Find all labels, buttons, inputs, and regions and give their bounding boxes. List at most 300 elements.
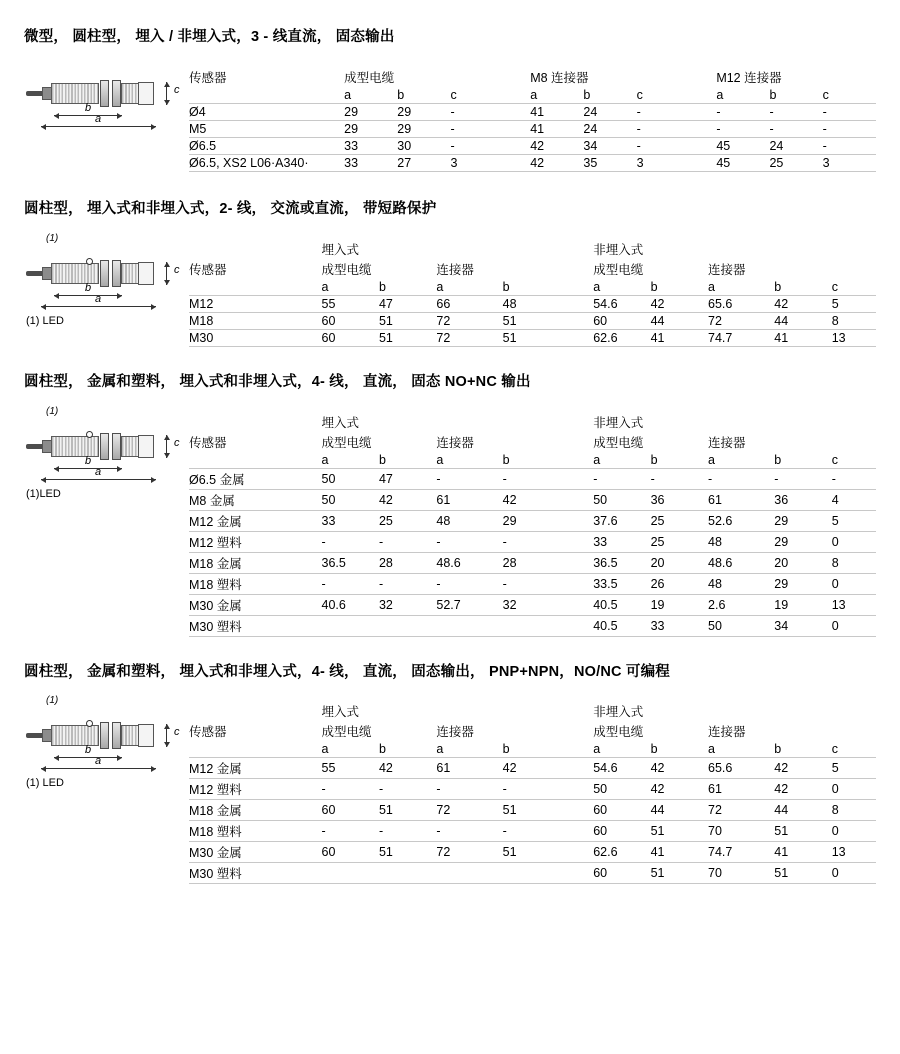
col-header-connector: 连接器 bbox=[708, 262, 746, 277]
col-header-connector: 连接器 bbox=[708, 435, 746, 450]
cell-value: 29 bbox=[344, 103, 397, 120]
cell-value bbox=[379, 863, 436, 884]
cell-value: 36.5 bbox=[322, 552, 379, 573]
cell-value: 52.6 bbox=[708, 510, 774, 531]
col-header-connector: 连接器 bbox=[436, 435, 474, 450]
cell-value: 51 bbox=[379, 842, 436, 863]
cell-value: 8 bbox=[832, 312, 876, 329]
cell-value: 60 bbox=[322, 800, 379, 821]
table-row bbox=[189, 779, 876, 800]
dimension-label-a: a bbox=[95, 292, 102, 305]
dimension-line-a bbox=[41, 126, 156, 127]
sub-header-a: a bbox=[708, 279, 715, 294]
cell-sensor: M18 塑料 bbox=[189, 573, 322, 594]
cell-value: 42 bbox=[651, 295, 708, 312]
dimension-line-c bbox=[166, 82, 167, 105]
cell-value bbox=[503, 863, 560, 884]
nut-icon bbox=[100, 80, 109, 107]
table-row bbox=[189, 594, 876, 615]
cell-value: - bbox=[379, 531, 436, 552]
cell-value: 3 bbox=[450, 154, 503, 171]
sub-header-c: c bbox=[822, 87, 829, 102]
table-row bbox=[189, 468, 876, 489]
sensing-face-icon bbox=[138, 724, 154, 747]
table-row bbox=[189, 312, 876, 329]
cell-value: 42 bbox=[379, 758, 436, 779]
cell-value: 65.6 bbox=[708, 295, 774, 312]
sensor-figure bbox=[24, 233, 189, 327]
sub-header-b: b bbox=[774, 279, 782, 294]
cell-value: 37.6 bbox=[593, 510, 650, 531]
sub-header-b: b bbox=[650, 279, 658, 294]
cell-value: 33 bbox=[593, 531, 650, 552]
cell-value: 13 bbox=[832, 842, 876, 863]
cell-value: 13 bbox=[832, 594, 876, 615]
cell-value: 25 bbox=[379, 510, 436, 531]
cell-value: - bbox=[322, 821, 379, 842]
cell-value: - bbox=[379, 821, 436, 842]
section-miniature-cylindrical bbox=[0, 0, 900, 172]
cell-value: 48.6 bbox=[436, 552, 502, 573]
cell-value: 0 bbox=[832, 573, 876, 594]
cell-value: - bbox=[503, 573, 560, 594]
cell-value bbox=[436, 615, 502, 636]
nut-icon bbox=[112, 260, 121, 287]
table-mid-header-row bbox=[189, 721, 876, 741]
dimension-label-b: b bbox=[85, 744, 92, 757]
cell-value: 33.5 bbox=[593, 573, 650, 594]
col-header-sensor: 传感器 bbox=[189, 725, 227, 740]
cell-value: 51 bbox=[774, 863, 831, 884]
table-row bbox=[189, 842, 876, 863]
sub-header-a: a bbox=[344, 87, 352, 102]
table-row bbox=[189, 821, 876, 842]
cell-value: 48 bbox=[708, 573, 774, 594]
cell-value: 28 bbox=[503, 552, 560, 573]
cell-value: 19 bbox=[774, 594, 831, 615]
cell-value: - bbox=[503, 779, 560, 800]
cell-value: 72 bbox=[436, 329, 502, 346]
col-header-molded-cable: 成型电缆 bbox=[321, 262, 372, 277]
cell-value: 42 bbox=[651, 779, 708, 800]
section-cylindrical-4wire-nonc bbox=[0, 347, 900, 637]
cell-sensor: M18 bbox=[189, 312, 322, 329]
cell-value: 61 bbox=[436, 489, 502, 510]
section-title: 微型， 圆柱型， 埋入 / 非埋入式，3 - 线直流， 固态输出 bbox=[24, 29, 395, 45]
cell-value: 51 bbox=[503, 842, 560, 863]
cell-value: - bbox=[651, 468, 708, 489]
cell-value: 8 bbox=[832, 800, 876, 821]
cell-value: 0 bbox=[832, 779, 876, 800]
table-row bbox=[189, 531, 876, 552]
cell-value: - bbox=[322, 779, 379, 800]
cell-value: 42 bbox=[503, 489, 560, 510]
cell-value: 61 bbox=[436, 758, 502, 779]
cell-value: 44 bbox=[774, 800, 831, 821]
cell-value: 42 bbox=[379, 489, 436, 510]
sub-header-b: b bbox=[397, 87, 405, 102]
cell-value: 24 bbox=[769, 137, 822, 154]
cell-value: 51 bbox=[379, 800, 436, 821]
cell-value: 50 bbox=[593, 489, 650, 510]
cell-sensor: M30 塑料 bbox=[189, 863, 322, 884]
cell-sensor: M18 塑料 bbox=[189, 821, 322, 842]
sub-header-a: a bbox=[321, 279, 329, 294]
sub-header-b: b bbox=[650, 742, 658, 757]
nut-icon bbox=[100, 260, 109, 287]
cell-value: 74.7 bbox=[708, 842, 774, 863]
dimension-label-a: a bbox=[95, 465, 102, 478]
nut-icon bbox=[112, 433, 121, 460]
cell-value bbox=[322, 615, 379, 636]
cell-value: 35 bbox=[583, 154, 636, 171]
cell-value: - bbox=[503, 821, 560, 842]
cell-value: 40.6 bbox=[322, 594, 379, 615]
sensor-figure bbox=[24, 695, 189, 789]
table-row bbox=[189, 295, 876, 312]
cell-value: 19 bbox=[651, 594, 708, 615]
col-header-non-embedded: 非埋入式 bbox=[593, 242, 644, 257]
section-title: 圆柱型， 金属和塑料， 埋入式和非埋入式，4- 线， 直流， 固态 NO+NC 输出 bbox=[24, 373, 531, 390]
cell-value: 54.6 bbox=[593, 295, 650, 312]
cell-value: - bbox=[503, 531, 560, 552]
led-icon bbox=[86, 258, 93, 265]
cell-value: 28 bbox=[379, 552, 436, 573]
threaded-barrel-front-icon bbox=[121, 725, 139, 746]
cell-sensor: M30 金属 bbox=[189, 842, 322, 863]
cell-value: 72 bbox=[708, 312, 774, 329]
cell-sensor: M30 bbox=[189, 329, 322, 346]
cell-value: 29 bbox=[397, 120, 450, 137]
cell-sensor: M12 塑料 bbox=[189, 531, 322, 552]
col-header-sensor: 传感器 bbox=[189, 70, 227, 85]
cell-value: - bbox=[769, 120, 822, 137]
dimension-label-b: b bbox=[85, 281, 92, 294]
led-callout: (1) bbox=[46, 695, 59, 707]
cell-value: 29 bbox=[503, 510, 560, 531]
sensor-figure bbox=[24, 61, 189, 131]
table-sub-header-row bbox=[189, 279, 876, 296]
cell-value: 50 bbox=[708, 615, 774, 636]
cell-value: 3 bbox=[823, 154, 876, 171]
cell-value: - bbox=[436, 531, 502, 552]
sub-header-b: b bbox=[502, 452, 510, 467]
cell-value: 40.5 bbox=[593, 594, 650, 615]
sub-header-a: a bbox=[593, 452, 601, 467]
dimensions-table bbox=[189, 67, 876, 172]
cell-value: 27 bbox=[397, 154, 450, 171]
cell-value: - bbox=[436, 779, 502, 800]
cell-value: 33 bbox=[344, 154, 397, 171]
col-header-molded-cable: 成型电缆 bbox=[344, 70, 395, 85]
cell-value: 33 bbox=[322, 510, 379, 531]
dimension-label-c: c bbox=[174, 83, 180, 96]
sub-header-a: a bbox=[593, 742, 601, 757]
cell-value: 33 bbox=[651, 615, 708, 636]
cell-value: 51 bbox=[503, 329, 560, 346]
cell-value: 26 bbox=[651, 573, 708, 594]
cell-value: 52.7 bbox=[436, 594, 502, 615]
cell-value: 44 bbox=[774, 312, 831, 329]
sub-header-b: b bbox=[583, 87, 591, 102]
sub-header-b: b bbox=[650, 452, 658, 467]
cell-value: 0 bbox=[832, 821, 876, 842]
section-title: 圆柱型， 金属和塑料， 埋入式和非埋入式，4- 线， 直流， 固态输出， PNP+NPN，NO/NC 可编程 bbox=[24, 663, 671, 680]
cell-value: 51 bbox=[379, 312, 436, 329]
cell-sensor: Ø6.5 金属 bbox=[189, 468, 322, 489]
table-row bbox=[189, 489, 876, 510]
cell-value: 72 bbox=[436, 312, 502, 329]
cell-value: 20 bbox=[651, 552, 708, 573]
cell-value: 13 bbox=[832, 329, 876, 346]
dimension-label-c: c bbox=[174, 263, 180, 276]
col-header-connector: 连接器 bbox=[708, 725, 746, 740]
nut-icon bbox=[100, 433, 109, 460]
dimension-label-a: a bbox=[95, 112, 102, 125]
sub-header-b: b bbox=[378, 742, 386, 757]
sub-header-a: a bbox=[436, 742, 444, 757]
cell-value: - bbox=[450, 137, 503, 154]
cell-value: 60 bbox=[593, 863, 650, 884]
cell-sensor: Ø4 bbox=[189, 103, 344, 120]
cell-value: 41 bbox=[651, 842, 708, 863]
table-row bbox=[189, 120, 876, 137]
cell-value: 29 bbox=[774, 510, 831, 531]
cell-value: 72 bbox=[436, 842, 502, 863]
threaded-barrel-icon bbox=[51, 263, 99, 284]
cell-value: - bbox=[322, 531, 379, 552]
col-header-embedded: 埋入式 bbox=[321, 705, 360, 720]
sub-header-b: b bbox=[378, 452, 386, 467]
col-header-embedded: 埋入式 bbox=[321, 242, 360, 257]
dimension-line-a bbox=[41, 306, 156, 307]
cell-value: 48 bbox=[708, 531, 774, 552]
sub-header-a: a bbox=[436, 279, 444, 294]
sub-header-c: c bbox=[831, 279, 838, 294]
nut-icon bbox=[100, 722, 109, 749]
cell-value: 65.6 bbox=[708, 758, 774, 779]
sub-header-c: c bbox=[831, 742, 838, 757]
cell-sensor: M30 金属 bbox=[189, 594, 322, 615]
cell-value: - bbox=[832, 468, 876, 489]
cell-sensor: M12 塑料 bbox=[189, 779, 322, 800]
dimension-line-b bbox=[54, 468, 122, 469]
col-header-molded-cable: 成型电缆 bbox=[593, 725, 644, 740]
cell-value: 5 bbox=[832, 510, 876, 531]
dimension-line-c bbox=[166, 724, 167, 747]
cell-value: - bbox=[823, 137, 876, 154]
sensing-face-icon bbox=[138, 435, 154, 458]
cell-value: - bbox=[450, 103, 503, 120]
figure-note: (1)LED bbox=[26, 487, 61, 500]
table-group-header-row bbox=[189, 67, 876, 87]
cell-value: 20 bbox=[774, 552, 831, 573]
sensing-face-icon bbox=[138, 82, 154, 105]
cell-value: 32 bbox=[379, 594, 436, 615]
sub-header-a: a bbox=[708, 452, 715, 467]
col-header-molded-cable: 成型电缆 bbox=[321, 435, 372, 450]
col-header-connector: 连接器 bbox=[436, 262, 474, 277]
cell-value: 24 bbox=[583, 103, 636, 120]
sensor-drawing bbox=[24, 69, 184, 131]
table-row bbox=[189, 552, 876, 573]
table-row bbox=[189, 154, 876, 171]
cell-value: 51 bbox=[774, 821, 831, 842]
cell-value: 60 bbox=[322, 842, 379, 863]
cell-value bbox=[503, 615, 560, 636]
cell-value: 29 bbox=[344, 120, 397, 137]
cell-value: 25 bbox=[651, 531, 708, 552]
cell-value: 47 bbox=[379, 295, 436, 312]
cell-value: 34 bbox=[583, 137, 636, 154]
cell-sensor: M18 金属 bbox=[189, 800, 322, 821]
cell-value: - bbox=[637, 103, 690, 120]
table-row bbox=[189, 137, 876, 154]
cell-sensor: M30 塑料 bbox=[189, 615, 322, 636]
led-icon bbox=[86, 431, 93, 438]
cell-sensor: M8 金属 bbox=[189, 489, 322, 510]
cell-value: - bbox=[769, 103, 822, 120]
sensor-drawing bbox=[24, 249, 184, 311]
col-header-sensor: 传感器 bbox=[189, 262, 227, 277]
nut-icon bbox=[112, 80, 121, 107]
led-callout: (1) bbox=[46, 405, 59, 417]
cell-value: 42 bbox=[503, 758, 560, 779]
cell-value: 34 bbox=[774, 615, 831, 636]
cell-value: 74.7 bbox=[708, 329, 774, 346]
cell-value: 41 bbox=[530, 103, 583, 120]
cell-value: 45 bbox=[716, 137, 769, 154]
cell-value: 60 bbox=[593, 800, 650, 821]
cell-value: - bbox=[637, 120, 690, 137]
sub-header-b: b bbox=[502, 742, 510, 757]
dimensions-table-wrap bbox=[189, 406, 876, 637]
cell-value: 42 bbox=[774, 758, 831, 779]
sub-header-b: b bbox=[774, 452, 782, 467]
sub-header-a: a bbox=[321, 742, 329, 757]
cell-value: 62.6 bbox=[593, 329, 650, 346]
sub-header-b: b bbox=[769, 87, 777, 102]
dimension-line-a bbox=[41, 479, 156, 480]
sub-header-b: b bbox=[378, 279, 386, 294]
col-header-embedded: 埋入式 bbox=[321, 415, 360, 430]
table-group-header-row bbox=[189, 239, 876, 259]
table-row bbox=[189, 573, 876, 594]
cell-value: 70 bbox=[708, 863, 774, 884]
table-group-header-row bbox=[189, 412, 876, 432]
cell-value: - bbox=[436, 821, 502, 842]
table-group-header-row bbox=[189, 701, 876, 721]
cell-value: 72 bbox=[708, 800, 774, 821]
table-row bbox=[189, 510, 876, 531]
col-header-connector: 连接器 bbox=[436, 725, 474, 740]
dimension-label-c: c bbox=[174, 726, 180, 739]
cell-sensor: Ø6.5 bbox=[189, 137, 344, 154]
sub-header-a: a bbox=[321, 452, 329, 467]
section-cylindrical-4wire-programmable bbox=[0, 637, 900, 885]
col-header-molded-cable: 成型电缆 bbox=[593, 262, 644, 277]
col-header-m12-connector: M12 连接器 bbox=[716, 70, 782, 85]
cell-value: 51 bbox=[503, 800, 560, 821]
table-row bbox=[189, 329, 876, 346]
sub-header-a: a bbox=[593, 279, 601, 294]
col-header-molded-cable: 成型电缆 bbox=[321, 725, 372, 740]
cell-value: - bbox=[379, 779, 436, 800]
dimensions-table-wrap bbox=[189, 233, 876, 347]
cell-value: 0 bbox=[832, 863, 876, 884]
figure-note: (1) LED bbox=[26, 777, 64, 790]
sensing-face-icon bbox=[138, 262, 154, 285]
threaded-barrel-icon bbox=[51, 436, 99, 457]
cell-value: 42 bbox=[530, 154, 583, 171]
dimensions-table bbox=[189, 701, 876, 884]
cell-value: - bbox=[322, 573, 379, 594]
cell-value: 41 bbox=[530, 120, 583, 137]
table-row bbox=[189, 800, 876, 821]
cell-value: 55 bbox=[322, 758, 379, 779]
cell-sensor: Ø6.5, XS2 L06·A340· bbox=[189, 154, 344, 171]
cell-sensor: M5 bbox=[189, 120, 344, 137]
dimensions-table-wrap bbox=[189, 61, 876, 172]
cell-value: 0 bbox=[832, 615, 876, 636]
table-mid-header-row bbox=[189, 432, 876, 452]
col-header-molded-cable: 成型电缆 bbox=[593, 435, 644, 450]
threaded-barrel-icon bbox=[51, 725, 99, 746]
cell-value bbox=[436, 863, 502, 884]
cell-value: 29 bbox=[774, 531, 831, 552]
dimension-line-b bbox=[54, 757, 122, 758]
table-row bbox=[189, 615, 876, 636]
cell-sensor: M12 金属 bbox=[189, 510, 322, 531]
cell-value: 36 bbox=[774, 489, 831, 510]
cell-value: 51 bbox=[651, 863, 708, 884]
cell-sensor: M12 bbox=[189, 295, 322, 312]
cell-value: 50 bbox=[322, 489, 379, 510]
sub-header-a: a bbox=[716, 87, 724, 102]
dimension-label-a: a bbox=[95, 755, 102, 768]
cell-value: 30 bbox=[397, 137, 450, 154]
cell-value: 4 bbox=[832, 489, 876, 510]
col-header-non-embedded: 非埋入式 bbox=[593, 415, 644, 430]
section-title: 圆柱型， 埋入式和非埋入式，2- 线， 交流或直流， 带短路保护 bbox=[24, 200, 437, 217]
cell-value: - bbox=[716, 120, 769, 137]
cell-value: 0 bbox=[832, 531, 876, 552]
cell-value: 66 bbox=[436, 295, 502, 312]
dimension-line-b bbox=[54, 115, 122, 116]
cell-value: 5 bbox=[832, 295, 876, 312]
sub-header-b: b bbox=[774, 742, 782, 757]
cell-value: 48 bbox=[436, 510, 502, 531]
cell-value: 55 bbox=[322, 295, 379, 312]
cell-value: 44 bbox=[651, 312, 708, 329]
cell-value: 54.6 bbox=[593, 758, 650, 779]
cell-value: 50 bbox=[322, 468, 379, 489]
sensor-drawing bbox=[24, 422, 184, 484]
cell-value: 51 bbox=[651, 821, 708, 842]
cell-value: 50 bbox=[593, 779, 650, 800]
sub-header-a: a bbox=[708, 742, 715, 757]
cell-value: 72 bbox=[436, 800, 502, 821]
cell-value: 8 bbox=[832, 552, 876, 573]
dimension-line-c bbox=[166, 435, 167, 458]
table-row bbox=[189, 103, 876, 120]
cell-value: 29 bbox=[774, 573, 831, 594]
cell-value: 36 bbox=[651, 489, 708, 510]
dimension-label-c: c bbox=[174, 436, 180, 449]
led-callout: (1) bbox=[46, 232, 59, 244]
cell-value: 25 bbox=[769, 154, 822, 171]
cell-value: - bbox=[823, 120, 876, 137]
